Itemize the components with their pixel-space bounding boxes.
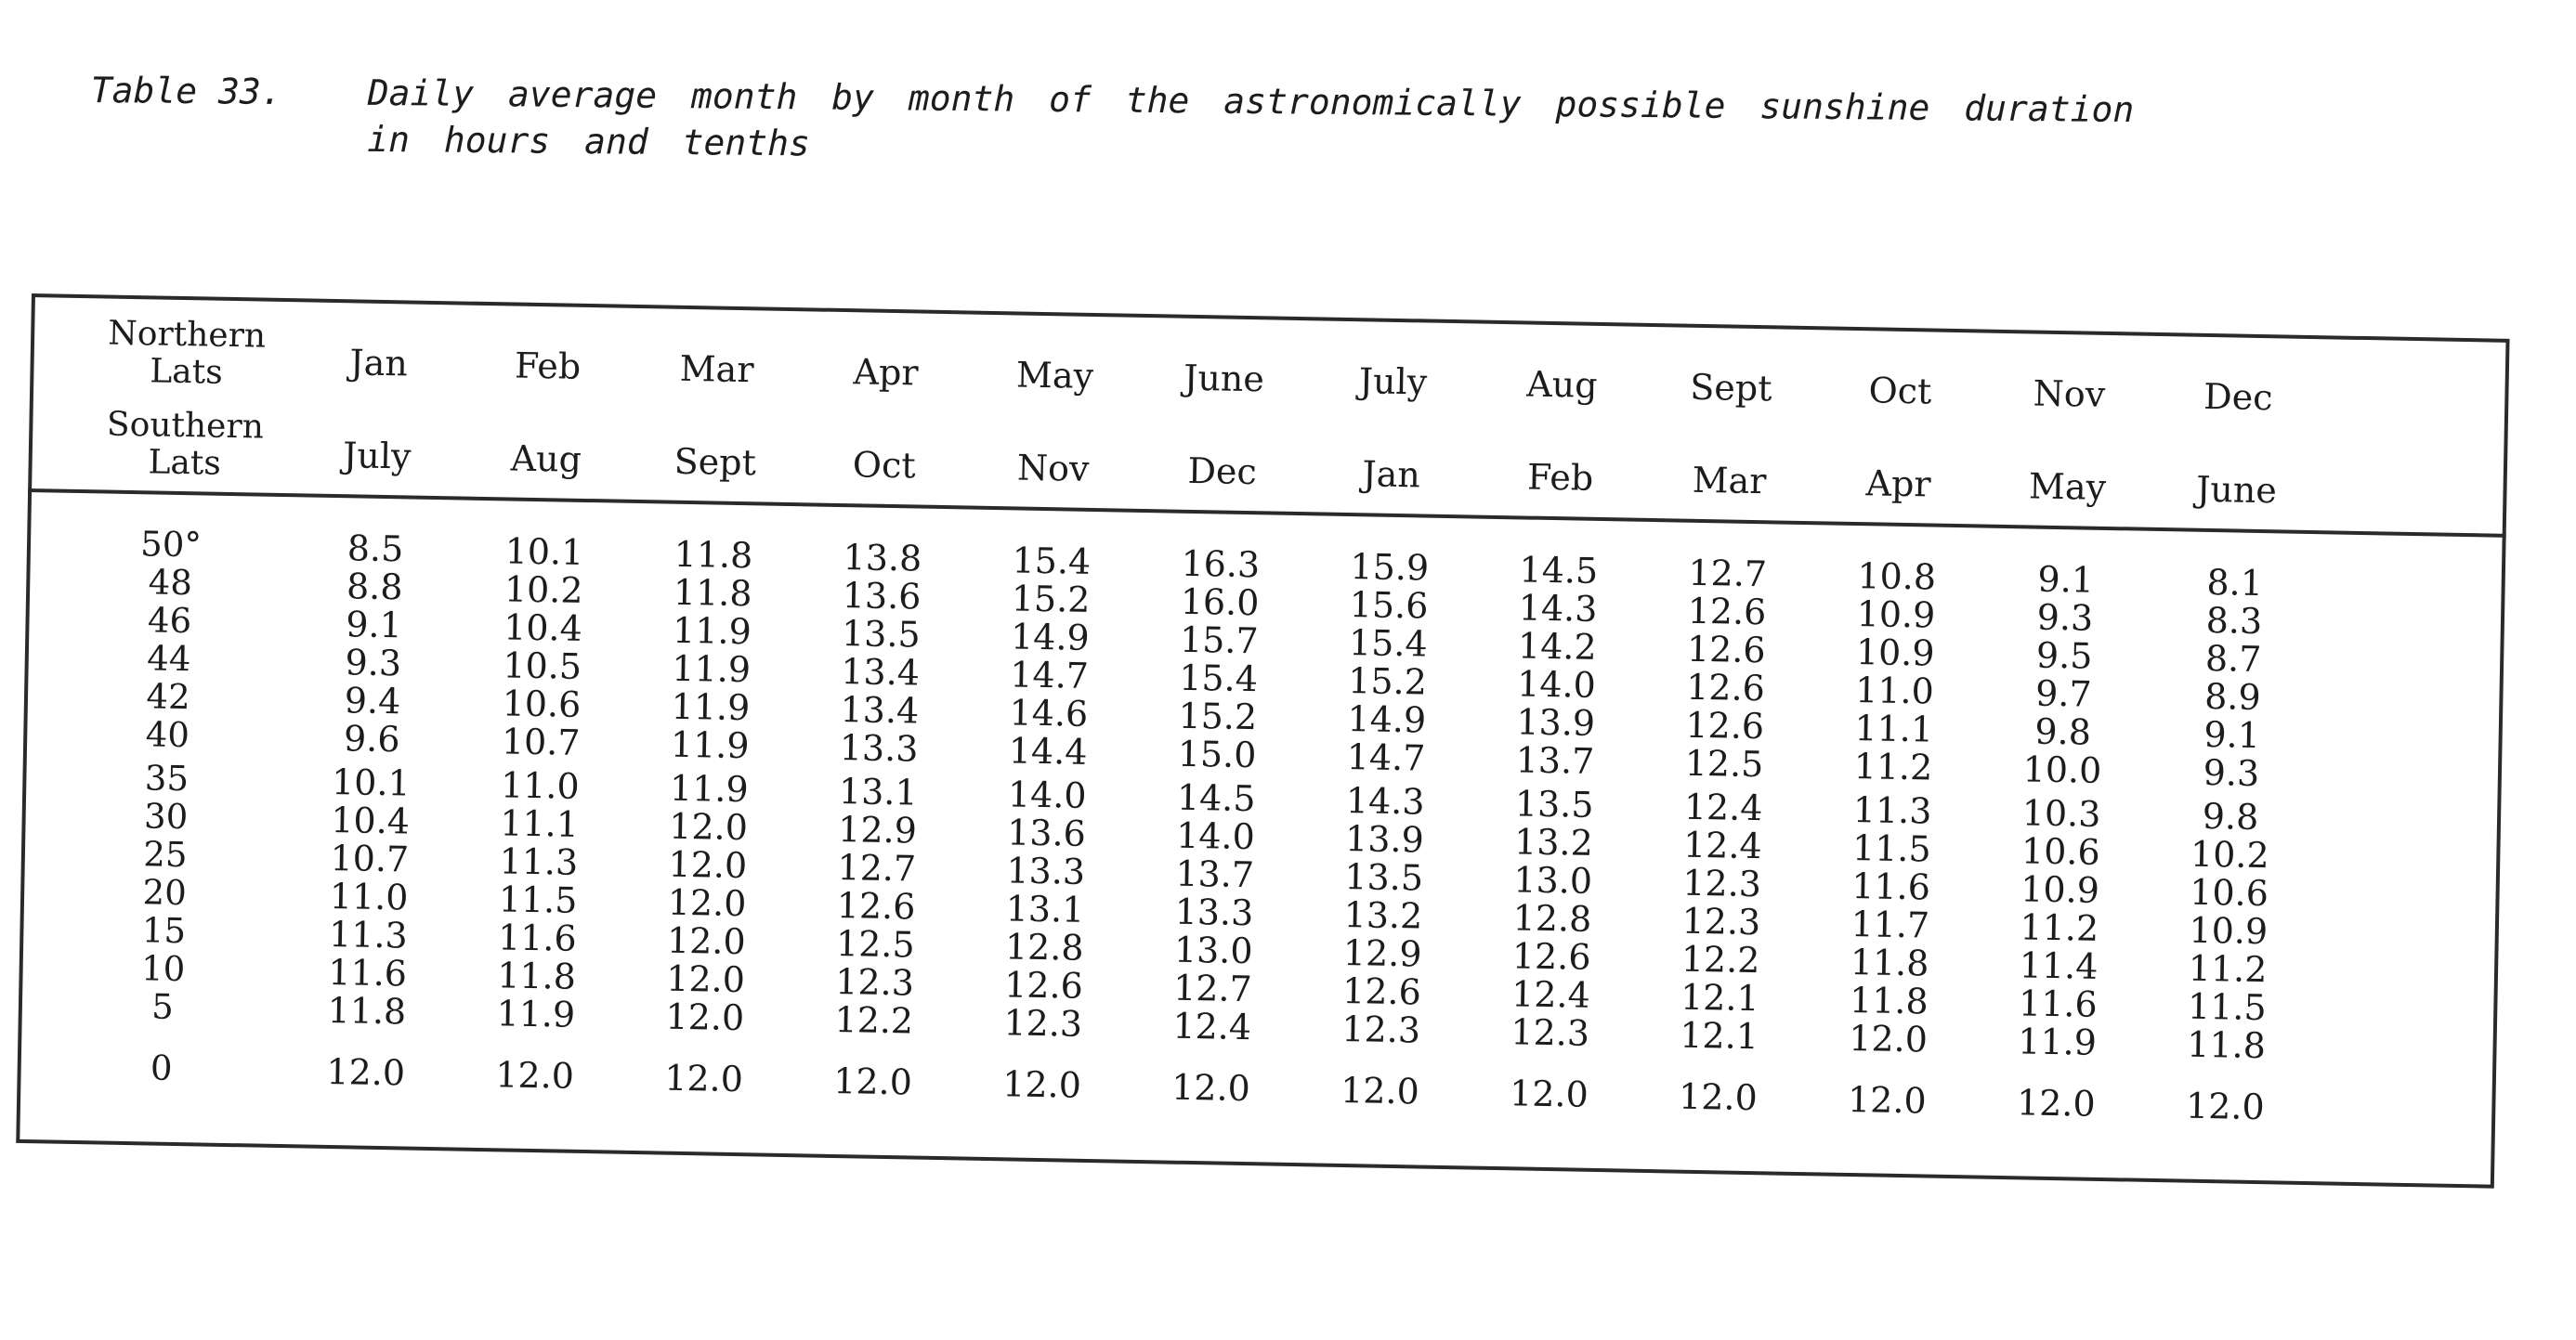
sunshine-value-cell: 12.3 <box>1003 1002 1083 1045</box>
latitude-label: 15 <box>141 910 187 952</box>
sunshine-value-cell: 14.6 <box>1009 692 1089 735</box>
sunshine-value-cell: 12.0 <box>2016 1082 2097 1125</box>
sunshine-value-cell: 12.7 <box>1172 967 1253 1010</box>
sunshine-value-cell: 14.9 <box>1010 616 1091 658</box>
month-column <box>1976 330 2149 1168</box>
sunshine-value-cell: 9.6 <box>343 718 400 761</box>
sunshine-value-cell: 12.0 <box>1848 1017 1929 1060</box>
sunshine-value-cell: 12.0 <box>668 843 748 887</box>
sunshine-value-cell: 8.1 <box>2206 561 2264 605</box>
sunshine-value-cell: 11.9 <box>671 685 751 729</box>
sunshine-value-cell: 12.0 <box>665 995 745 1039</box>
sunshine-value-cell: 12.0 <box>1678 1075 1759 1119</box>
sunshine-value-cell: 16.0 <box>1180 580 1260 624</box>
sunshine-value-cell: 12.2 <box>834 998 914 1042</box>
sunshine-value-cell: 12.6 <box>1511 935 1591 978</box>
southern-month-header: Sept <box>673 440 757 484</box>
northern-month-header: Mar <box>679 347 754 391</box>
sunshine-value-cell: 15.2 <box>1347 660 1428 703</box>
sunshine-value-cell: 12.5 <box>835 922 916 966</box>
sunshine-value-cell: 12.0 <box>1170 1066 1251 1110</box>
sunshine-value-cell: 8.7 <box>2204 637 2262 681</box>
sunshine-value-cell: 11.4 <box>2019 944 2099 987</box>
sunshine-value-cell: 11.2 <box>1853 746 1933 788</box>
southern-month-header: July <box>342 435 412 477</box>
sunshine-value-cell: 12.0 <box>665 957 746 1001</box>
sunshine-value-cell: 15.4 <box>1178 657 1259 700</box>
sunshine-value-cell: 10.6 <box>502 683 582 725</box>
sunshine-value-cell: 13.2 <box>1513 821 1594 864</box>
southern-month-header: Apr <box>1865 462 1931 505</box>
latitude-label: 5 <box>150 986 175 1027</box>
sunshine-value-cell: 13.3 <box>1174 891 1254 934</box>
southern-month-header: Feb <box>1526 456 1594 499</box>
northern-month-header: Feb <box>514 345 582 387</box>
sunshine-value-cell: 8.9 <box>2203 675 2262 719</box>
sunshine-value-cell: 11.8 <box>1850 942 1929 984</box>
sunshine-value-cell: 14.0 <box>1007 774 1087 816</box>
month-column <box>792 307 965 1146</box>
latitude-label: 20 <box>142 872 188 914</box>
sunshine-value-cell: 11.9 <box>669 767 750 811</box>
sunshine-value-cell: 14.0 <box>1175 814 1256 858</box>
northern-month-header: May <box>1015 354 1094 397</box>
sunshine-value-cell: 12.3 <box>1341 1008 1421 1051</box>
sunshine-value-cell: 11.8 <box>673 571 752 615</box>
month-column <box>1638 323 1811 1162</box>
sunshine-value-cell: 12.9 <box>837 809 918 852</box>
sunshine-value-cell: 11.3 <box>1852 789 1932 832</box>
latitude-label: 44 <box>146 638 191 680</box>
southern-month-header: May <box>2028 465 2107 508</box>
sunshine-value-cell: 9.8 <box>2202 795 2259 839</box>
month-column <box>623 305 796 1143</box>
sunshine-value-cell: 9.1 <box>2203 713 2261 757</box>
sunshine-value-cell: 13.4 <box>840 689 920 732</box>
sunshine-value-cell: 12.3 <box>834 960 915 1004</box>
sunshine-value-cell: 10.7 <box>501 721 581 763</box>
sunshine-table <box>16 293 2509 1189</box>
southern-month-header: Jan <box>1362 453 1421 496</box>
latitude-label: 42 <box>146 676 191 718</box>
sunshine-value-cell: 13.1 <box>1005 888 1085 930</box>
month-column <box>1131 314 1303 1152</box>
sunshine-value-cell: 12.8 <box>1512 897 1592 940</box>
sunshine-value-cell: 12.4 <box>1510 973 1591 1016</box>
sunshine-value-cell: 9.5 <box>2035 634 2093 677</box>
sunshine-value-cell: 11.9 <box>2017 1021 2098 1063</box>
sunshine-value-cell: 14.9 <box>1347 698 1427 741</box>
latitude-label: 40 <box>145 714 190 756</box>
northern-month-header: Oct <box>1868 370 1932 412</box>
sunshine-value-cell: 12.0 <box>832 1060 913 1103</box>
sunshine-value-cell: 11.8 <box>327 989 407 1033</box>
sunshine-value-cell: 15.7 <box>1179 618 1260 662</box>
sunshine-value-cell: 13.8 <box>843 537 922 579</box>
month-column <box>1469 320 1641 1159</box>
table-caption <box>90 67 2181 164</box>
sunshine-value-cell: 11.6 <box>2018 982 2099 1025</box>
sunshine-value-cell: 13.3 <box>839 727 919 770</box>
sunshine-value-cell: 9.8 <box>2034 710 2092 753</box>
northern-month-header: Sept <box>1689 366 1772 410</box>
sunshine-value-cell: 10.8 <box>1857 555 1937 598</box>
sunshine-value-cell: 12.6 <box>1687 590 1767 633</box>
sunshine-value-cell: 11.3 <box>499 840 579 883</box>
northern-month-header: June <box>1183 357 1265 400</box>
southern-month-header: Dec <box>1187 449 1258 493</box>
sunshine-value-cell: 9.1 <box>345 604 403 646</box>
sunshine-value-cell: 13.5 <box>1344 856 1424 899</box>
northern-month-header: Jan <box>349 342 409 384</box>
southern-month-header: Oct <box>852 444 917 487</box>
northern-month-header: Dec <box>2203 375 2273 419</box>
sunshine-value-cell: 11.5 <box>1851 827 1932 870</box>
sunshine-value-cell: 13.3 <box>1006 850 1086 892</box>
sunshine-value-cell: 9.3 <box>2203 751 2260 795</box>
sunshine-value-cell: 12.0 <box>668 805 749 849</box>
sunshine-value-cell: 10.2 <box>2190 833 2270 877</box>
northern-month-header: July <box>1358 360 1428 403</box>
sunshine-value-cell: 10.1 <box>504 530 584 573</box>
sunshine-value-cell: 11.7 <box>1850 904 1930 946</box>
sunshine-value-cell: 12.4 <box>1172 1005 1252 1048</box>
sunshine-value-cell: 14.4 <box>1008 730 1088 773</box>
sunshine-value-cell: 11.2 <box>2020 906 2099 949</box>
sunshine-value-cell: 12.9 <box>1342 931 1422 975</box>
sunshine-value-cell: 13.5 <box>841 613 922 656</box>
sunshine-value-cell: 12.0 <box>1847 1078 1928 1122</box>
sunshine-value-cell: 10.6 <box>2189 871 2269 915</box>
sunshine-value-cell: 12.6 <box>1003 964 1084 1007</box>
latitude-label: 35 <box>144 758 190 800</box>
sunshine-value-cell: 13.4 <box>840 651 921 694</box>
sunshine-value-cell: 11.8 <box>673 533 753 577</box>
sunshine-value-cell: 11.3 <box>328 913 409 956</box>
table-number: Table 33. <box>90 69 282 112</box>
sunshine-value-cell: 12.0 <box>663 1057 744 1100</box>
sunshine-value-cell: 13.7 <box>1175 852 1255 896</box>
sunshine-value-cell: 13.9 <box>1516 701 1596 744</box>
sunshine-value-cell: 15.9 <box>1350 546 1430 589</box>
sunshine-value-cell: 12.7 <box>837 847 917 890</box>
header-northern-lats: Northern Lats <box>107 314 267 392</box>
sunshine-value-cell: 10.9 <box>2189 909 2269 953</box>
latitude-label: 48 <box>148 562 193 604</box>
sunshine-value-cell: 10.3 <box>2021 792 2101 835</box>
sunshine-value-cell: 15.4 <box>1348 622 1429 665</box>
sunshine-value-cell: 10.9 <box>1855 631 1935 674</box>
latitude-label: 46 <box>147 600 192 642</box>
sunshine-value-cell: 12.8 <box>1004 926 1084 969</box>
sunshine-value-cell: 12.3 <box>1681 862 1762 905</box>
sunshine-value-cell: 8.3 <box>2205 599 2263 643</box>
sunshine-value-cell: 11.6 <box>497 917 578 959</box>
sunshine-value-cell: 10.1 <box>331 761 412 804</box>
sunshine-value-cell: 13.9 <box>1344 818 1425 861</box>
southern-month-header: Mar <box>1692 459 1767 502</box>
sunshine-value-cell: 11.8 <box>1849 979 1929 1022</box>
sunshine-value-cell: 10.4 <box>503 606 583 649</box>
sunshine-value-cell: 8.8 <box>346 566 403 608</box>
sunshine-value-cell: 12.1 <box>1680 976 1760 1020</box>
southern-month-header: June <box>2195 468 2278 512</box>
sunshine-value-cell: 12.0 <box>1509 1073 1589 1115</box>
sunshine-value-cell: 10.4 <box>330 800 411 842</box>
sunshine-value-cell: 11.2 <box>2188 947 2268 991</box>
sunshine-value-cell: 11.9 <box>670 723 750 767</box>
sunshine-value-cell: 12.0 <box>1340 1069 1420 1112</box>
sunshine-value-cell: 15.2 <box>1011 578 1091 620</box>
month-column <box>1300 317 1472 1155</box>
sunshine-value-cell: 14.3 <box>1518 587 1598 630</box>
sunshine-value-cell: 10.0 <box>2022 748 2102 791</box>
sunshine-value-cell: 14.0 <box>1516 663 1597 706</box>
sunshine-value-cell: 11.0 <box>500 764 581 807</box>
southern-month-header: Nov <box>1016 447 1090 489</box>
southern-month-header: Aug <box>510 437 582 480</box>
sunshine-value-cell: 15.6 <box>1349 584 1429 627</box>
sunshine-value-cell: 12.6 <box>1341 969 1422 1013</box>
latitude-label: 30 <box>143 796 189 838</box>
sunshine-value-cell: 11.0 <box>1854 670 1935 712</box>
sunshine-value-cell: 11.6 <box>1850 865 1931 908</box>
month-column <box>285 298 458 1137</box>
sunshine-value-cell: 12.7 <box>1688 552 1768 595</box>
latitude-label: 0 <box>150 1047 173 1088</box>
latitude-label: 50° <box>139 524 203 566</box>
sunshine-value-cell: 10.5 <box>503 644 582 687</box>
sunshine-value-cell: 14.7 <box>1346 736 1426 779</box>
sunshine-value-cell: 11.8 <box>496 955 577 997</box>
sunshine-value-cell: 8.5 <box>347 527 404 570</box>
sunshine-value-cell: 11.9 <box>672 609 752 653</box>
sunshine-value-cell: 11.8 <box>2186 1023 2267 1067</box>
sunshine-value-cell: 12.6 <box>1686 628 1766 671</box>
sunshine-value-cell: 13.2 <box>1343 894 1423 937</box>
latitude-label: 10 <box>140 948 186 990</box>
latitude-label: 25 <box>143 834 188 876</box>
sunshine-value-cell: 12.1 <box>1679 1014 1759 1058</box>
sunshine-value-cell: 12.0 <box>667 881 747 925</box>
sunshine-value-cell: 12.0 <box>1001 1063 1082 1106</box>
sunshine-value-cell: 11.5 <box>498 878 578 921</box>
sunshine-value-cell: 12.0 <box>325 1050 406 1094</box>
sunshine-value-cell: 13.5 <box>1514 783 1594 826</box>
sunshine-value-cell: 13.7 <box>1515 739 1595 782</box>
sunshine-value-cell: 11.1 <box>499 802 580 845</box>
sunshine-value-cell: 11.5 <box>2187 985 2268 1029</box>
sunshine-value-cell: 10.9 <box>1856 593 1936 636</box>
sunshine-value-cell: 16.3 <box>1181 542 1261 586</box>
sunshine-value-cell: 9.4 <box>344 680 401 722</box>
sunshine-value-cell: 10.6 <box>2020 830 2101 873</box>
sunshine-value-cell: 14.2 <box>1517 625 1598 668</box>
sunshine-value-cell: 12.6 <box>1685 704 1765 748</box>
sunshine-value-cell: 12.4 <box>1682 824 1763 867</box>
month-column <box>961 311 1134 1150</box>
sunshine-value-cell: 14.7 <box>1009 654 1090 696</box>
sunshine-value-cell: 10.7 <box>330 837 410 880</box>
northern-month-header: Apr <box>853 351 919 394</box>
sunshine-value-cell: 14.5 <box>1519 549 1599 592</box>
sunshine-value-cell: 12.0 <box>666 919 747 963</box>
sunshine-value-cell: 9.1 <box>2037 558 2095 601</box>
northern-month-header: Aug <box>1525 363 1598 406</box>
sunshine-value-cell: 12.4 <box>1683 786 1763 829</box>
sunshine-value-cell: 15.0 <box>1177 733 1257 776</box>
sunshine-value-cell: 11.9 <box>496 993 576 1035</box>
sunshine-value-cell: 12.0 <box>2185 1085 2266 1128</box>
sunshine-value-cell: 13.6 <box>842 575 922 618</box>
header-southern-lats: Southern Lats <box>106 405 265 483</box>
sunshine-value-cell: 12.2 <box>1680 938 1760 982</box>
sunshine-value-cell: 14.5 <box>1176 776 1256 820</box>
sunshine-value-cell: 9.3 <box>345 642 402 684</box>
sunshine-value-cell: 15.2 <box>1178 695 1258 738</box>
sunshine-value-cell: 14.3 <box>1345 780 1425 823</box>
sunshine-value-cell: 12.0 <box>494 1054 575 1097</box>
sunshine-value-cell: 13.0 <box>1512 859 1593 902</box>
sunshine-value-cell: 13.1 <box>838 771 919 813</box>
northern-month-header: Nov <box>2033 372 2106 415</box>
sunshine-value-cell: 9.3 <box>2036 596 2094 639</box>
sunshine-value-cell: 12.3 <box>1681 900 1761 943</box>
month-column <box>454 302 627 1140</box>
sunshine-value-cell: 12.5 <box>1684 742 1764 786</box>
sunshine-value-cell: 11.0 <box>329 875 409 918</box>
sunshine-value-cell: 10.2 <box>503 568 583 611</box>
month-column <box>2145 332 2318 1171</box>
sunshine-value-cell: 12.6 <box>1685 666 1766 709</box>
sunshine-value-cell: 11.1 <box>1854 708 1934 750</box>
sunshine-value-cell: 11.9 <box>672 647 752 691</box>
sunshine-value-cell: 13.6 <box>1006 812 1087 854</box>
sunshine-value-cell: 10.9 <box>2020 868 2100 911</box>
sunshine-value-cell: 11.6 <box>327 951 408 995</box>
sunshine-value-cell: 15.4 <box>1012 540 1092 582</box>
sunshine-value-cell: 13.0 <box>1173 929 1253 972</box>
sunshine-value-cell: 9.7 <box>2034 672 2093 715</box>
month-column <box>1807 326 1980 1164</box>
sunshine-value-cell: 12.6 <box>836 884 916 928</box>
table-title: Daily average month by month of the astronomically possible sunshine duration in hours and tenths <box>367 72 2135 164</box>
sunshine-value-cell: 12.3 <box>1510 1011 1590 1054</box>
